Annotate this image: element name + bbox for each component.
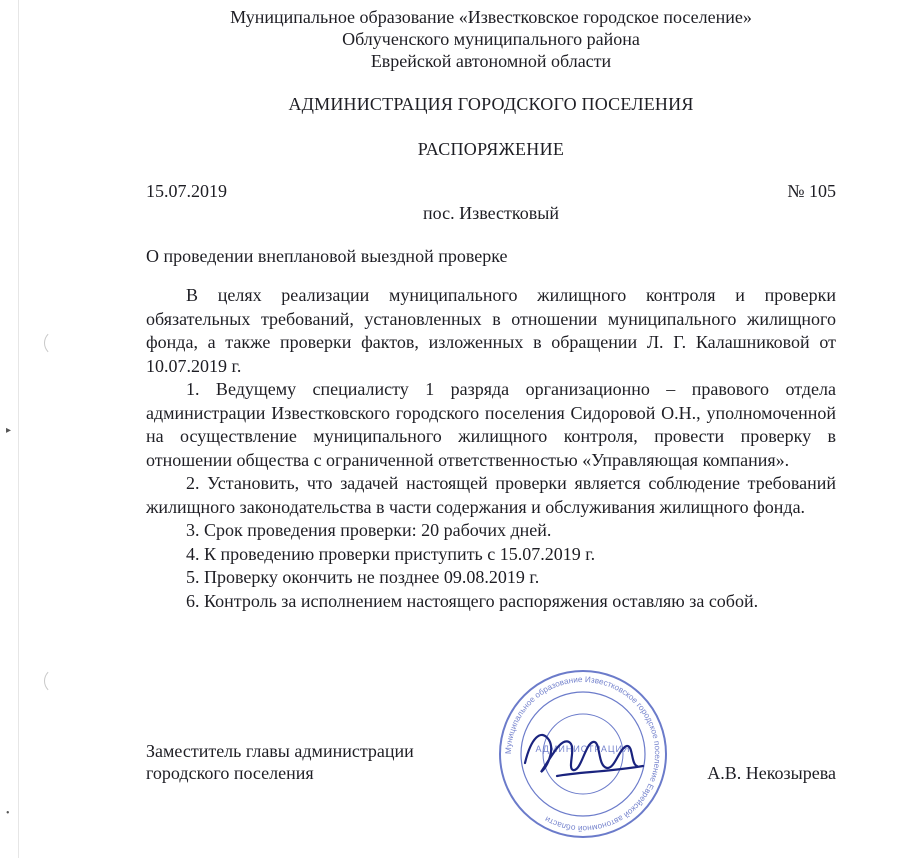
signatory-position-line-1: Заместитель главы администрации <box>146 741 414 761</box>
paragraph-item-6: 6. Контроль за исполнением настоящего распоряжения оставляю за собой. <box>186 590 759 611</box>
paragraph-item-3: 3. Срок проведения проверки: 20 рабочих дней. <box>186 520 552 540</box>
signatory-position-line-2: городского поселения <box>146 763 314 783</box>
document-place: пос. Известковый <box>423 203 559 223</box>
paragraph-item-5: 5. Проверку окончить не позднее 09.08.2019 г. <box>186 567 540 587</box>
signatory-name: А.В. Некозырева <box>707 763 836 783</box>
scan-mark: • <box>6 808 10 819</box>
document-type: РАСПОРЯЖЕНИЕ <box>417 139 565 159</box>
seal-center-text: АДМИНИСТРАЦИЯ <box>535 744 631 754</box>
document-subject: О проведении внеплановой выездной проверке <box>146 246 508 266</box>
date-number-row <box>146 180 836 202</box>
document-number: № 105 <box>787 181 836 201</box>
header-line-2: Облученского муниципального района <box>342 29 640 49</box>
paragraph-item-1: 1. Ведущему специалисту 1 разряда организационно – правового отдела администрации Известковского городского поселения Сидоровой О.Н., уполномоченной на осуществление муниципального жилищного контроля, провести проверку в отношении общества с ограниченной ответственностью «Управляющая компания». <box>146 379 836 470</box>
paragraph-item-4: 4. К проведению проверки приступить с 15.07.2019 г. <box>186 543 596 564</box>
administration-title: АДМИНИСТРАЦИЯ ГОРОДСКОГО ПОСЕЛЕНИЯ <box>288 94 694 114</box>
seal-rings <box>500 671 666 837</box>
document-text <box>146 284 836 613</box>
paragraph-item-2: 2. Установить, что задачей настоящей проверки является соблюдение требований жилищного законодательства в части содержания и обслуживания жилищного фонда. <box>146 473 836 517</box>
seal-outer-text: Муниципальное образование Известковское городское поселение Еврейской автономной области <box>503 674 663 834</box>
document-date: 15.07.2019 <box>146 181 227 201</box>
punch-hole <box>44 330 70 356</box>
paragraph-preamble: В целях реализации муниципального жилищного контроля и проверки обязательных требований, установленных в отношении муниципального жилищного фонда, а также проверки фактов, изложенных в обращении Л. Г. Калашниковой от 10.07.2019 г. <box>146 285 836 376</box>
official-seal <box>497 668 669 840</box>
punch-hole <box>44 668 70 694</box>
header-line-1: Муниципальное образование «Известковское городское поселение» <box>230 7 752 27</box>
header-line-3: Еврейской автономной области <box>370 51 612 71</box>
document-body <box>146 6 836 613</box>
page-edge <box>18 0 19 858</box>
signature-block <box>146 740 836 784</box>
scan-mark: ▸ <box>6 425 12 436</box>
